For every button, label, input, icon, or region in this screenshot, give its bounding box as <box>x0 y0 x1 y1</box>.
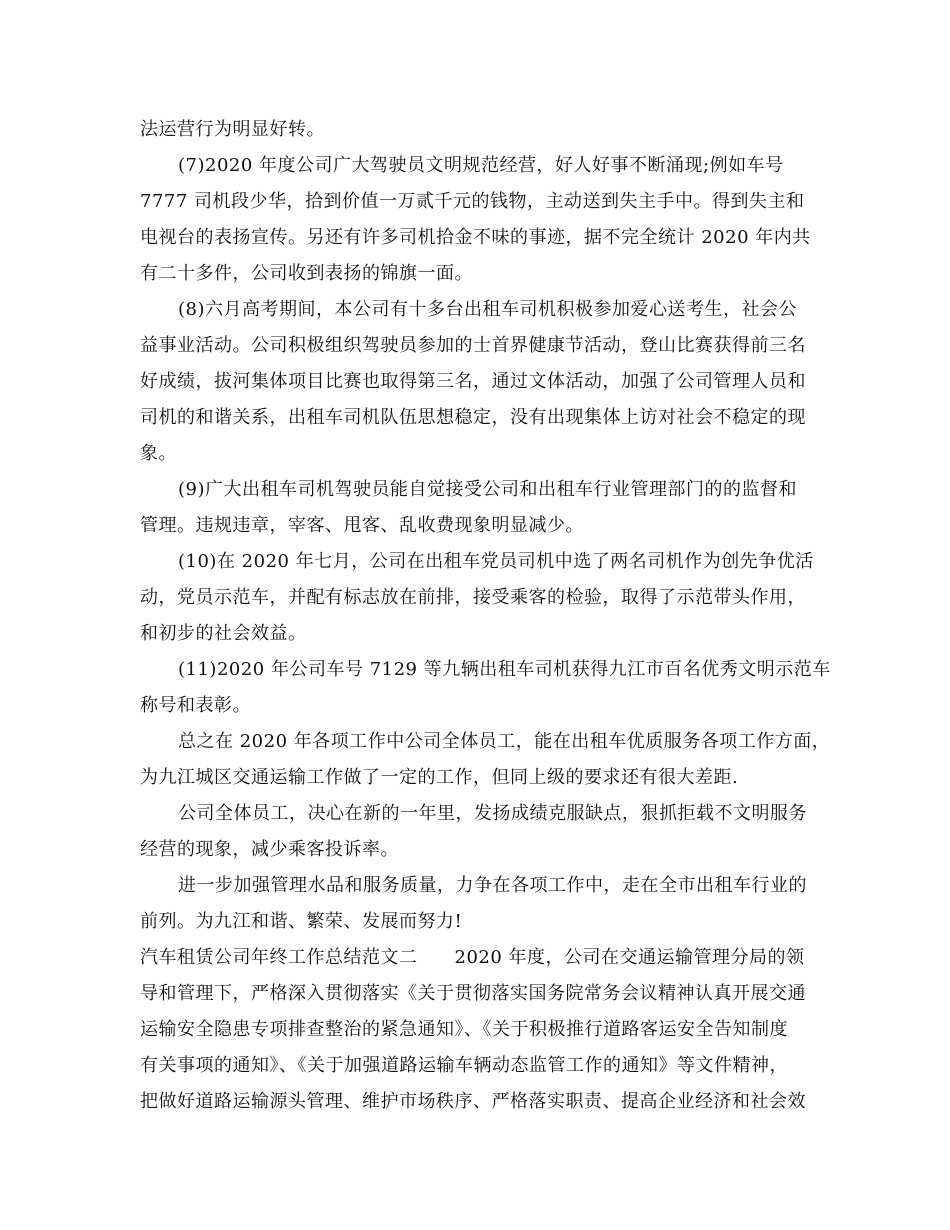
text-line: (10)在 2020 年七月，公司在出租车党员司机中选了两名司机作为创先争优活 <box>178 551 814 572</box>
text-line: 好成绩，拔河集体项目比赛也取得第三名，通过文体活动，加强了公司管理人员和 <box>140 371 806 392</box>
text-line: 为九江城区交通运输工作做了一定的工作，但同上级的要求还有很大差距. <box>140 767 739 788</box>
text-line: 益事业活动。公司积极组织驾驶员参加的士首界健康节活动，登山比赛获得前三名 <box>140 335 806 356</box>
text-line: 7777 司机段少华，拾到价值一万贰千元的钱物，主动送到失主手中。得到失主和 <box>140 191 805 212</box>
text-line: 和初步的社会效益。 <box>140 623 307 644</box>
text-line: 有二十多件，公司收到表扬的锦旗一面。 <box>140 263 473 284</box>
text-line: 司机的和谐关系，出租车司机队伍思想稳定，没有出现集体上访对社会不稳定的现 <box>140 407 806 428</box>
text-line: 汽车租赁公司年终工作总结范文二 2020 年度，公司在交通运输管理分局的领 <box>140 947 805 968</box>
text-line: (8)六月高考期间，本公司有十多台出租车司机积极参加爱心送考生，社会公 <box>178 299 797 320</box>
text-line: 象。 <box>140 443 177 464</box>
text-line: 法运营行为明显好转。 <box>140 119 325 140</box>
text-line: 有关事项的通知》、《关于加强道路运输车辆动态监管工作的通知》等文件精神， <box>140 1055 788 1076</box>
text-line: 公司全体员工，决心在新的一年里，发扬成绩克服缺点，狠抓拒载不文明服务 <box>178 803 807 824</box>
text-line: 电视台的表扬宣传。另还有许多司机拾金不味的事迹，据不完全统计 2020 年内共 <box>140 227 811 248</box>
text-line: (7)2020 年度公司广大驾驶员文明规范经营，好人好事不断涌现;例如车号 <box>178 155 784 176</box>
text-line: 前列。为九江和谐、繁荣、发展而努力! <box>140 911 463 932</box>
text-line: 总之在 2020 年各项工作中公司全体员工，能在出租车优质服务各项工作方面， <box>178 731 831 752</box>
text-line: 运输安全隐患专项排查整治的紧急通知》、《关于积极推行道路客运安全告知制度 <box>140 1019 788 1040</box>
text-line: 管理。违规违章，宰客、甩客、乱收费现象明显减少。 <box>140 515 584 536</box>
text-line: 经营的现象，减少乘客投诉率。 <box>140 839 399 860</box>
text-line: (11)2020 年公司车号 7129 等九辆出租车司机获得九江市百名优秀文明示范车 <box>178 659 831 680</box>
text-line: 把做好道路运输源头管理、维护市场秩序、严格落实职责、提高企业经济和社会效 <box>140 1091 806 1112</box>
text-line: 动，党员示范车，并配有标志放在前排，接受乘客的检验，取得了示范带头作用， <box>140 587 806 608</box>
text-line: 导和管理下，严格深入贯彻落实《关于贯彻落实国务院常务会议精神认真开展交通 <box>140 983 806 1004</box>
text-line: (9)广大出租车司机驾驶员能自觉接受公司和出租车行业管理部门的的监督和 <box>178 479 797 500</box>
text-line: 称号和表彰。 <box>140 695 251 716</box>
text-line: 进一步加强管理水品和服务质量，力争在各项工作中，走在全市出租车行业的 <box>178 875 807 896</box>
